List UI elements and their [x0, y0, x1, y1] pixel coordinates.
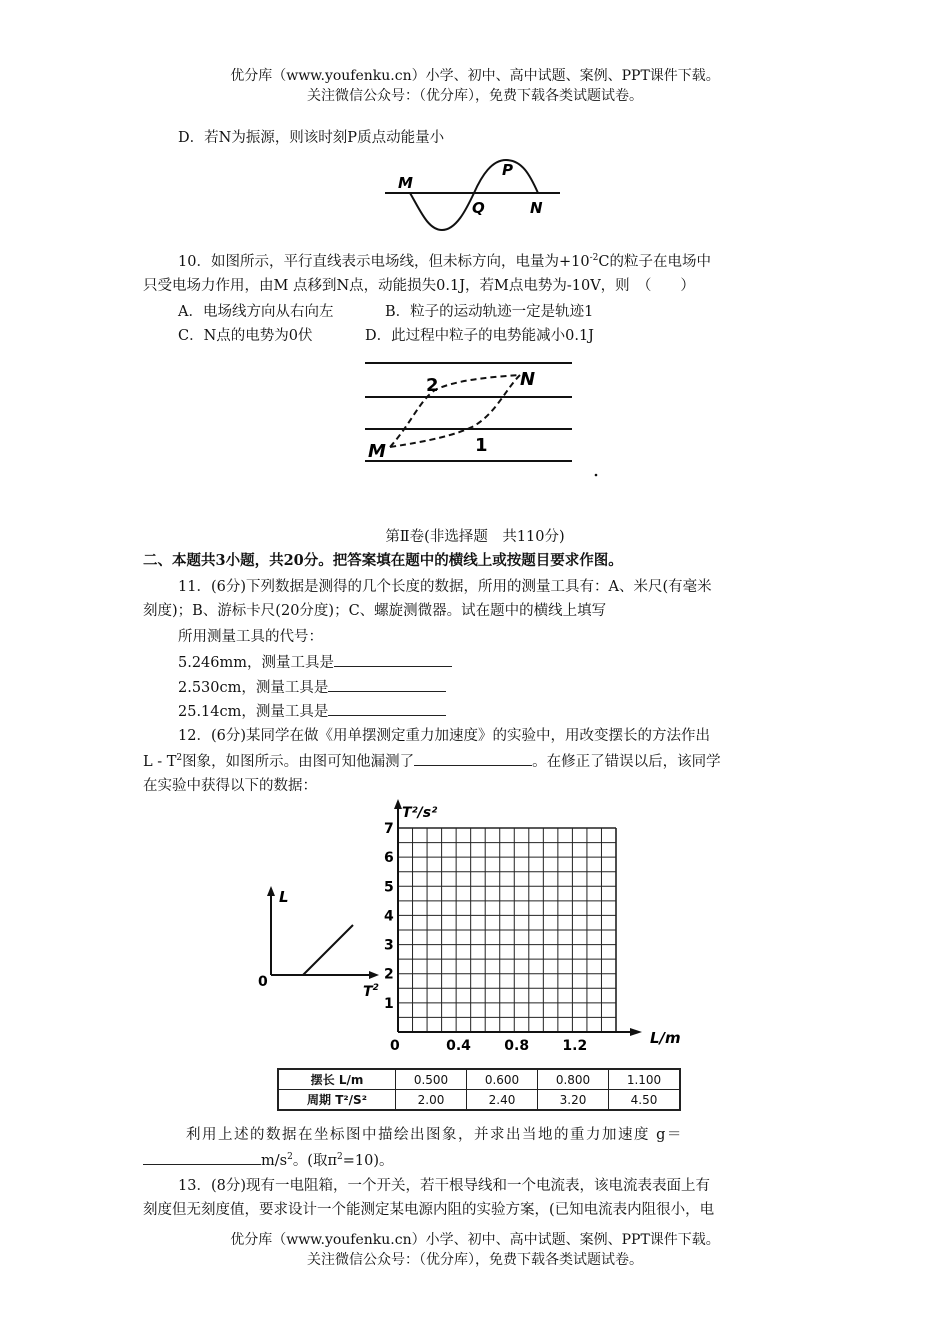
- grid-x-tick-label: 0.8: [504, 1038, 530, 1054]
- table-cell: 0.800: [538, 1069, 609, 1090]
- wave-figure: [380, 155, 565, 240]
- wave-label-n: N: [530, 199, 543, 217]
- q11-item-2-text: 2.530cm，测量工具是: [178, 680, 329, 696]
- q12-l-t-sup: 2: [176, 753, 183, 763]
- grid-x-tick-label: 1.2: [562, 1038, 588, 1054]
- grid-x-tick-label: 0.4: [446, 1038, 471, 1054]
- table-row: [278, 1069, 680, 1090]
- table-cell: 1.100: [609, 1069, 681, 1090]
- q10-charge-exp: -2: [589, 253, 599, 263]
- electric-field-figure: [360, 355, 605, 480]
- q9-option-d: D．若N为振源，则该时刻P质点动能量小: [178, 130, 445, 146]
- q11-item-3: [178, 701, 446, 722]
- q10-option-c: C．N点的电势为0伏: [178, 328, 313, 344]
- section-2-title: 第Ⅱ卷(非选择题 共110分): [385, 529, 565, 545]
- table-cell: 0.500: [396, 1069, 467, 1090]
- q10-charge-base: +10: [558, 254, 590, 270]
- section-2-heading: 二、本题共3小题，共20分。把答案填在题中的横线上或按题目要求作图。: [143, 552, 623, 569]
- answer-blank-g[interactable]: [143, 1150, 261, 1165]
- grid-y-tick-label: 5: [384, 879, 394, 896]
- q12-after-2: [143, 1150, 394, 1171]
- grid-y-tick-label: 2: [384, 966, 394, 983]
- data-table: [277, 1068, 681, 1111]
- q11-item-2: [178, 677, 446, 698]
- table-cell: 2.40: [467, 1090, 538, 1111]
- q10-option-a: A．电场线方向从右向左: [178, 304, 334, 320]
- q11-item-3-text: 25.14cm，测量工具是: [178, 704, 329, 720]
- q12-line-3: 在实验中获得以下的数据：: [143, 778, 317, 794]
- table-row1-label: 摆长 L/m: [278, 1069, 396, 1090]
- q13-line-1: 13．(8分)现有一电阻箱，一个开关，若干根导线和一个电流表，该电流表表面上有: [178, 1178, 710, 1194]
- grid-y-ticks: [384, 821, 394, 1012]
- q10-line-1: [178, 252, 711, 272]
- answer-blank-missed[interactable]: [414, 751, 532, 766]
- q12-unit-sup: 2: [287, 1152, 293, 1162]
- path-label-1: 1: [475, 435, 488, 456]
- answer-blank-1[interactable]: [334, 652, 452, 667]
- small-graph-x-label-t: T: [363, 984, 373, 1000]
- answer-blank-2[interactable]: [328, 677, 446, 692]
- table-cell: 0.600: [467, 1069, 538, 1090]
- q10-text-b: 的粒子在电场中: [609, 254, 711, 270]
- grid-y-tick-label: 7: [384, 821, 394, 837]
- q11-item-1: [178, 652, 452, 673]
- small-graph-x-sup: 2: [372, 983, 379, 993]
- table-cell: 2.00: [396, 1090, 467, 1111]
- footer-line-2: 关注微信公众号：（优分库），免费下载各类试题试卷。: [307, 1252, 643, 1268]
- header-line-2: 关注微信公众号：（优分库），免费下载各类试题试卷。: [307, 88, 643, 104]
- answer-blank-3[interactable]: [328, 701, 446, 716]
- grid-y-label: T²/s²: [402, 805, 438, 821]
- grid-y-tick-label: 1: [384, 995, 394, 1012]
- grid-y-tick-label: 6: [384, 850, 394, 867]
- q12-pi-text: 。(取π: [292, 1153, 337, 1169]
- q11-item-1-text: 5.246mm，测量工具是: [178, 655, 335, 671]
- q12-unit: m/s: [261, 1153, 288, 1169]
- small-graph-origin: 0: [258, 974, 268, 990]
- table-cell: 4.50: [609, 1090, 681, 1111]
- q12-pi-sup: 2: [337, 1152, 343, 1162]
- q11-line-3: 所用测量工具的代号：: [178, 629, 323, 645]
- table-cell: 3.20: [538, 1090, 609, 1111]
- table-row2-label: 周期 T²/S²: [278, 1090, 396, 1111]
- q12-line-2-b: 图象，如图所示。由图可知他漏测了: [182, 754, 415, 770]
- wave-label-m: M: [398, 174, 413, 192]
- footer-line-1: 优分库（www.youfenku.cn）小学、初中、高中试题、案例、PPT课件下载。: [230, 1232, 720, 1248]
- grid-y-tick-label: 3: [384, 937, 394, 954]
- grid-x-ticks: [446, 1038, 587, 1054]
- q11-line-2: 刻度)；B、游标卡尺(20分度)；C、螺旋测微器。试在题中的横线上填写: [143, 603, 607, 619]
- grid-x-label: L/m: [650, 1029, 681, 1047]
- grid-lines: [398, 828, 616, 1032]
- wave-label-q: Q: [472, 199, 485, 217]
- q12-line-1: 12．(6分)某同学在做《用单摆测定重力加速度》的实验中，用改变摆长的方法作出: [178, 728, 710, 744]
- q10-option-d: D．此过程中粒子的电势能减小0.1J: [365, 328, 594, 344]
- q12-after-1: 利用上述的数据在坐标图中描绘出图象，并求出当地的重力加速度 g＝: [186, 1127, 683, 1143]
- wave-label-p: P: [502, 161, 513, 179]
- q10-text-a: 10．如图所示，平行直线表示电场线，但未标方向，电量为: [178, 254, 559, 270]
- point-label-m: M: [368, 441, 386, 462]
- small-graph-y-label: L: [279, 888, 289, 906]
- path-label-2: 2: [426, 375, 439, 396]
- header-line-1: 优分库（www.youfenku.cn）小学、初中、高中试题、案例、PPT课件下载。: [230, 68, 720, 84]
- q12-line-2-c: 。在修正了错误以后，该同学: [532, 754, 721, 770]
- q12-line-2: [143, 751, 721, 772]
- small-graph-x-label: [363, 983, 379, 1000]
- point-label-n: N: [520, 369, 536, 390]
- q11-line-1: 11．(6分)下列数据是测得的几个长度的数据，所用的测量工具有：A、米尺(有毫米: [178, 579, 712, 595]
- q10-line-2: 只受电场力作用，由M 点移到N点，动能损失0.1J，若M点电势为-10V，则 （ ）: [143, 278, 695, 294]
- q10-charge-unit: C: [598, 254, 610, 270]
- grid-y-tick-label: 4: [384, 908, 394, 925]
- grid-origin: 0: [390, 1038, 400, 1054]
- table-row: [278, 1090, 680, 1111]
- small-l-t2-graph: [255, 880, 385, 1000]
- grid-graph: [380, 795, 690, 1060]
- q10-option-b: B．粒子的运动轨迹一定是轨迹1: [385, 304, 594, 320]
- q12-pi-value: =10)。: [342, 1153, 394, 1169]
- q12-l-t: L - T: [143, 754, 177, 770]
- q13-line-2: 刻度但无刻度值，要求设计一个能测定某电源内阻的实验方案，(已知电流表内阻很小，电: [143, 1202, 715, 1218]
